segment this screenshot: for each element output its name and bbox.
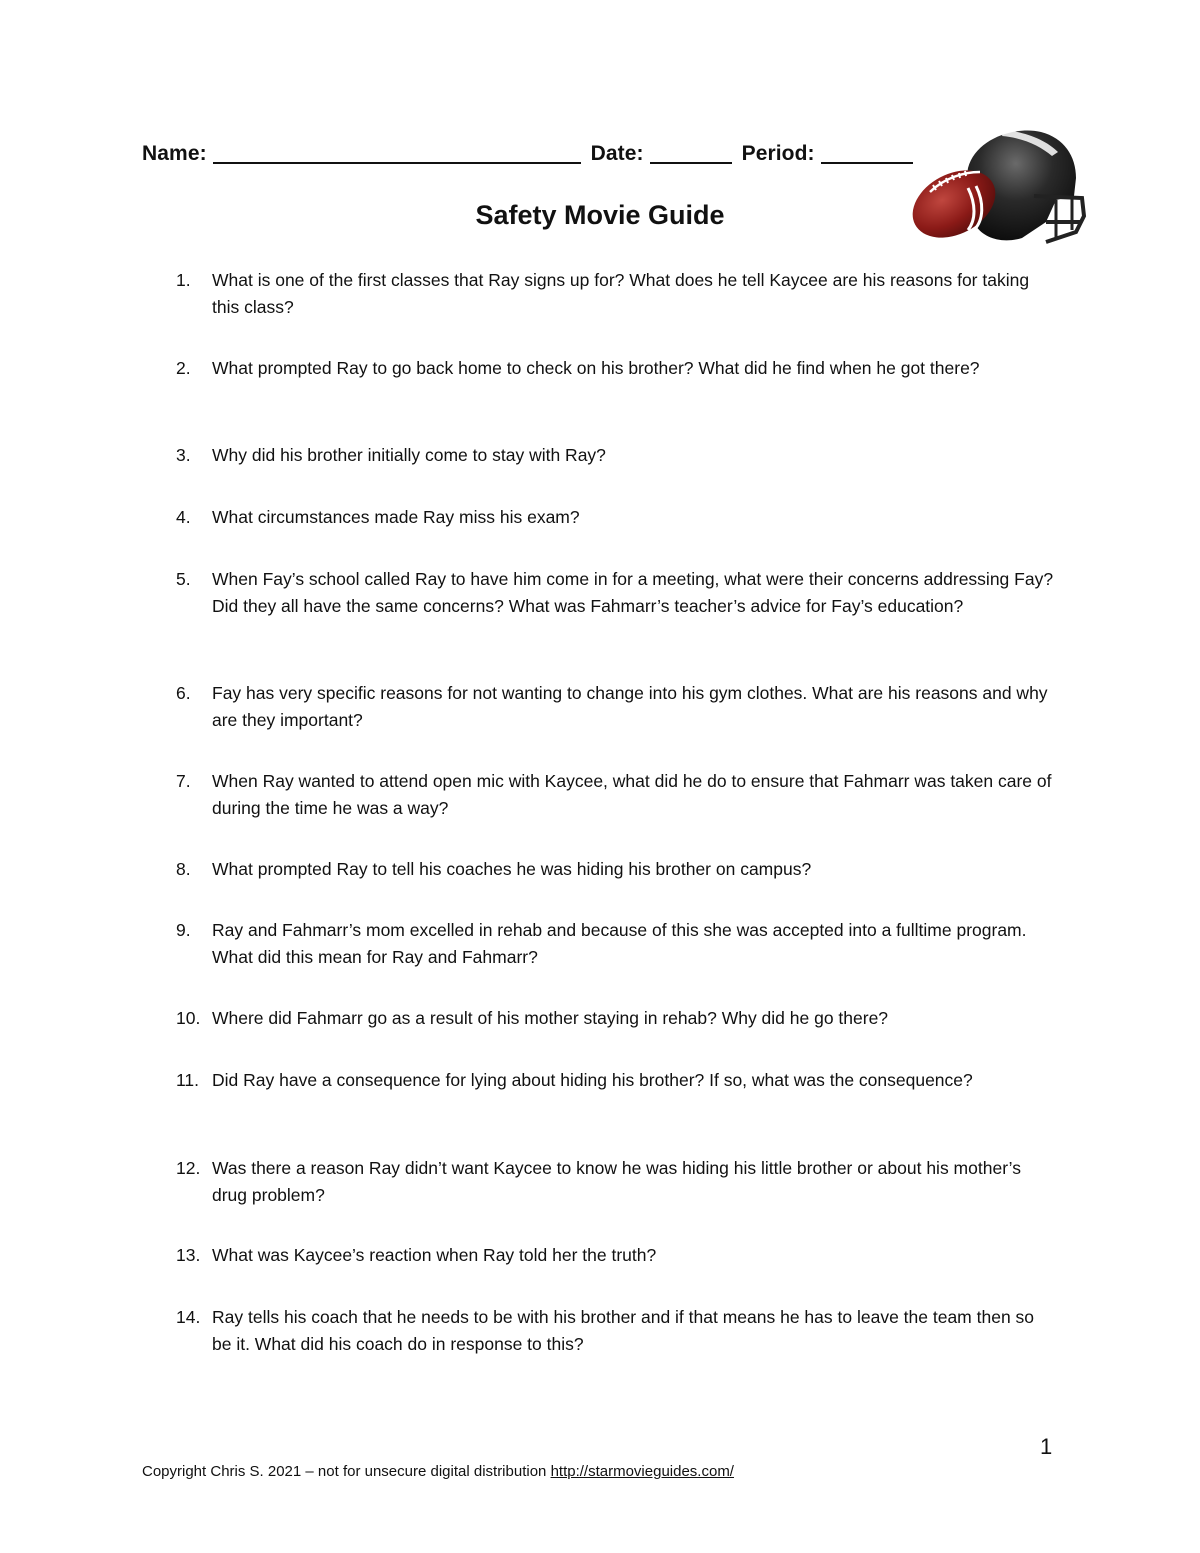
question-number: 14. xyxy=(176,1307,201,1327)
student-info-line xyxy=(142,142,917,166)
question-text: Where did Fahmarr go as a result of his mother staying in rehab? Why did he go there? xyxy=(212,1008,889,1028)
question-item xyxy=(176,442,1056,469)
question-item xyxy=(176,1242,1056,1269)
question-item xyxy=(176,680,1056,733)
question-number: 11. xyxy=(176,1070,200,1090)
date-blank[interactable] xyxy=(650,142,732,164)
question-item xyxy=(176,768,1056,821)
period-blank[interactable] xyxy=(821,142,913,164)
question-text: Did Ray have a consequence for lying about hiding his brother? If so, what was the consequence? xyxy=(212,1070,973,1090)
period-label: Period: xyxy=(741,142,815,165)
date-label: Date: xyxy=(590,142,644,165)
question-text: Ray and Fahmarr’s mom excelled in rehab and because of this she was accepted into a fulltime program. What did this mean for Ray and Fahmarr? xyxy=(212,920,1027,967)
question-number: 6. xyxy=(176,683,191,703)
copyright-text: Copyright Chris S. 2021 – not for unsecure digital distribution xyxy=(142,1463,551,1480)
question-text: What circumstances made Ray miss his exam? xyxy=(212,507,580,527)
question-number: 8. xyxy=(176,859,191,879)
question-text: Was there a reason Ray didn’t want Kaycee to know he was hiding his little brother or about his mother’s drug problem? xyxy=(212,1158,1021,1205)
question-item xyxy=(176,267,1056,320)
name-blank[interactable] xyxy=(213,142,581,164)
website-link[interactable]: http://starmovieguides.com/ xyxy=(550,1463,734,1480)
copyright-footer xyxy=(142,1463,734,1480)
question-number: 9. xyxy=(176,920,191,940)
question-number: 5. xyxy=(176,569,191,589)
question-item xyxy=(176,856,1056,883)
question-number: 7. xyxy=(176,771,191,791)
question-text: What prompted Ray to go back home to check on his brother? What did he find when he got there? xyxy=(212,358,980,378)
question-number: 1. xyxy=(176,270,191,290)
question-item xyxy=(176,566,1056,619)
football-helmet-icon xyxy=(906,126,1088,250)
question-number: 3. xyxy=(176,445,191,465)
question-text: When Fay’s school called Ray to have him come in for a meeting, what were their concerns addressing Fay? Did they all have the same concerns? What was Fahmarr’s teacher’s advice for Fay’s education? xyxy=(212,569,1054,616)
question-item xyxy=(176,1067,1056,1094)
page-title: Safety Movie Guide xyxy=(475,200,725,230)
question-item xyxy=(176,504,1056,531)
question-text: Why did his brother initially come to stay with Ray? xyxy=(212,445,606,465)
question-item xyxy=(176,1155,1056,1208)
page-number: 1 xyxy=(1040,1434,1053,1459)
question-number: 12. xyxy=(176,1158,201,1178)
question-number: 2. xyxy=(176,358,191,378)
question-text: Ray tells his coach that he needs to be with his brother and if that means he has to leave the team then so be it. What did his coach do in response to this? xyxy=(212,1307,1035,1354)
question-item xyxy=(176,917,1056,970)
question-text: What prompted Ray to tell his coaches he was hiding his brother on campus? xyxy=(212,859,812,879)
name-label: Name: xyxy=(142,142,207,165)
question-item xyxy=(176,1304,1056,1357)
question-number: 4. xyxy=(176,507,191,527)
question-text: What was Kaycee’s reaction when Ray told her the truth? xyxy=(212,1245,657,1265)
question-item xyxy=(176,355,1056,382)
question-number: 10. xyxy=(176,1008,201,1028)
question-text: When Ray wanted to attend open mic with Kaycee, what did he do to ensure that Fahmarr was taken care of during the time he was a way? xyxy=(212,771,1052,818)
question-text: Fay has very specific reasons for not wanting to change into his gym clothes. What are his reasons and why are they important? xyxy=(212,683,1048,730)
question-item xyxy=(176,1005,1056,1032)
question-text: What is one of the first classes that Ray signs up for? What does he tell Kaycee are his reasons for taking this class? xyxy=(212,270,1030,317)
question-number: 13. xyxy=(176,1245,201,1265)
